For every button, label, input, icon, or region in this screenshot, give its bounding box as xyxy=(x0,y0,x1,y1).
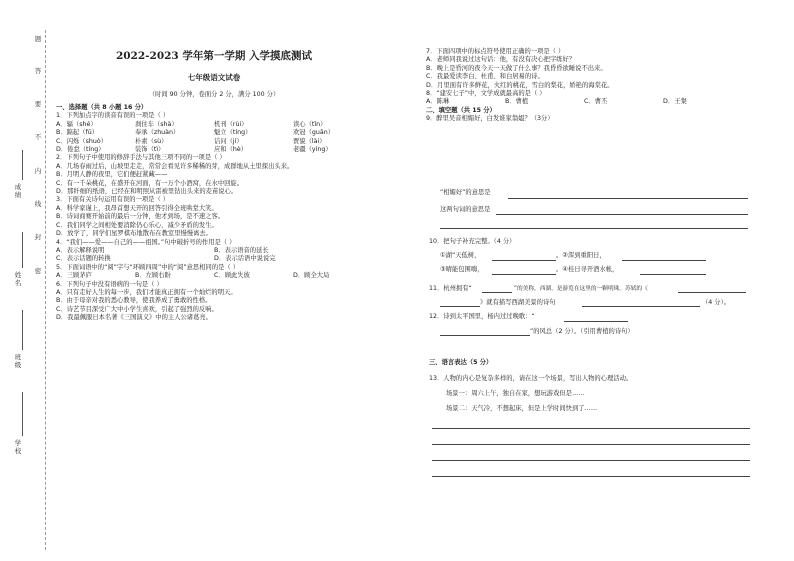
answer-line[interactable] xyxy=(492,260,556,261)
q11-text-2: 》就有描写西湖美景的诗句 xyxy=(480,299,556,306)
question-2: 2．下列句子中使用的修辞手法与其他三项不同的一项是（ ） xyxy=(56,154,226,162)
option[interactable]: C．诗艺节目深受广大中小学生喜欢，引起了强烈的反响。 xyxy=(56,305,218,313)
answer-line[interactable] xyxy=(432,428,750,429)
q10-item-1: ①湖“天低树， xyxy=(440,252,481,259)
question-4: 4．“我们——爱——自己的——祖国。”句中破折号的作用是（ ） xyxy=(56,238,236,246)
option[interactable]: B．踮起（fū） xyxy=(56,129,99,137)
exam-subtitle: 七年级语文试卷 xyxy=(187,73,241,82)
option[interactable]: C．我们同学之间相处要消除仍心乐心，减少矛盾的发生。 xyxy=(56,221,218,229)
score-line[interactable] xyxy=(22,150,23,180)
exam-title: 2022-2023 学年第一学期 入学摸底测试 xyxy=(115,50,313,62)
scene-1: 场景一：周六上午，独自在家，想玩游戏但是…… xyxy=(446,390,585,397)
question-12: 12．诗到太平国里，杨内过过晚歌：“ xyxy=(429,313,535,320)
q1-options-row xyxy=(56,138,372,146)
option[interactable]: A．辐（shé） xyxy=(56,120,97,128)
option: 老疆（yíng） xyxy=(293,146,332,154)
answer-line[interactable] xyxy=(432,460,750,461)
option[interactable]: B．曹植 xyxy=(505,98,529,106)
option[interactable]: A．陈琳 xyxy=(426,98,450,106)
option: 刹住车（shà） xyxy=(135,120,178,128)
answer-line[interactable] xyxy=(564,321,628,322)
name-label: 姓名 xyxy=(14,271,22,287)
q9-prompt-a: “相媚好”的意思是 xyxy=(440,189,491,196)
option: 诘问（jí） xyxy=(214,137,243,145)
option[interactable]: D．王粲 xyxy=(663,98,687,106)
option[interactable]: C．我最爱读李白、杜甫、和白居易的诗。 xyxy=(426,73,544,81)
option[interactable]: C．有一千朵桃花，在盛开在河面，有一万个小酒窝，在水中回旋。 xyxy=(56,179,244,187)
option[interactable]: C．顾此失彼 xyxy=(214,272,250,280)
option: 欢冠（guān） xyxy=(293,129,335,137)
name-line[interactable] xyxy=(22,232,23,268)
question-3: 3．下面有关诗句运用有误的一项是（ ） xyxy=(56,196,170,204)
seal-line xyxy=(45,30,46,550)
binding-char: 题 xyxy=(34,35,42,43)
binding-char: 封 xyxy=(34,233,42,241)
option[interactable]: B．由于母亲对我的悉心教导，使我养成了勇敢的性格。 xyxy=(56,297,212,305)
q11-score: （4 分）。 xyxy=(702,299,731,306)
option[interactable]: D．倦怠（tíng） xyxy=(56,146,105,154)
answer-line[interactable] xyxy=(440,335,530,336)
option[interactable]: C．表示话题的转换 xyxy=(56,255,111,263)
q1-options-row xyxy=(56,129,372,137)
question-9: 9．醉里吴音相媚好，白发谁家翁媪？（3分） xyxy=(426,115,554,123)
option[interactable]: B．诗词商赛开始前的最后一分钟，他才到场，是不速之客。 xyxy=(56,213,225,221)
option[interactable]: C．闪烁（shuò） xyxy=(56,137,107,145)
q4-options-row xyxy=(56,255,372,263)
binding-margin xyxy=(0,0,50,561)
question-13: 13．人物的内心是复杂多样的，请在这一个场景，写出人物的心理活动。 xyxy=(429,375,633,382)
binding-char: 线 xyxy=(34,200,42,208)
answer-line[interactable] xyxy=(440,228,748,229)
option[interactable]: A．几场春雨过后，山坡里走走，常常会看见许多稀稀的芽，成群地从土里探出头来。 xyxy=(56,162,294,170)
q10-item-3: ③晴能包围嗨， xyxy=(440,266,484,273)
binding-char: 要 xyxy=(34,100,42,108)
option[interactable]: D．顾全大局 xyxy=(293,272,330,280)
q10-item-2: 。②浑到重阳日， xyxy=(556,252,606,259)
left-column xyxy=(56,104,372,323)
option[interactable]: A．老师同我说过这句话：他，有没有决心把字练好？ xyxy=(426,56,576,64)
class-line[interactable] xyxy=(22,310,23,350)
q11-text: ”的美称，西湖，是游览在这里的一颗明珠。苏轼的《 xyxy=(514,286,648,292)
answer-line[interactable] xyxy=(496,214,748,215)
option[interactable]: B．月明人静的夜里，它们便赶紧藏—— xyxy=(56,171,168,179)
school-label: 学校 xyxy=(14,439,22,455)
question-10: 10．把句子补充完整。（4 分） xyxy=(429,238,516,245)
option: 魁立（tíng） xyxy=(214,129,252,137)
question-6: 6．下列句子中没有语病的一句是（ ） xyxy=(56,280,163,288)
answer-line[interactable] xyxy=(678,292,746,293)
option: 朴素（sù） xyxy=(135,137,168,145)
option[interactable]: B．晚上是昏河的夜今天一天做了什么事？我昏昏欲睡说不出来。 xyxy=(426,64,607,72)
option: 应和（hè） xyxy=(214,146,248,154)
question-11: 11．杭州拥有“ xyxy=(429,285,472,292)
answer-line[interactable] xyxy=(582,306,700,307)
question-8: 8．“建安七子”中，文学成就最高的是（ ） xyxy=(426,90,546,98)
binding-char: 密 xyxy=(34,267,42,275)
answer-line[interactable] xyxy=(492,274,556,275)
section-expression: 三、语言表达（5 分） xyxy=(429,359,493,366)
right-column xyxy=(426,48,756,124)
option: 读心（tǐn） xyxy=(293,120,327,128)
option[interactable]: D．那纤细的纸语，已经在和明照从雷被里钻出头来的麦苗说心。 xyxy=(56,188,238,196)
section-choice: 一、选择题（共 8 小题 16 分） xyxy=(56,104,148,111)
answer-line[interactable] xyxy=(440,306,480,307)
option: 装饰（tì） xyxy=(135,146,165,154)
option[interactable]: B．左顾右盼 xyxy=(135,272,171,280)
option: 贾貌（lài） xyxy=(293,137,326,145)
q12-text: ”的风总（2 分）。（引用曹植的诗句） xyxy=(530,328,634,335)
question-7: 7．下面四项中的标点符号使用正确的一项是（ ） xyxy=(426,48,565,55)
class-label: 班级 xyxy=(14,353,22,369)
option: 机刊（rùi） xyxy=(214,120,248,128)
option[interactable]: C．曹丕 xyxy=(584,98,608,106)
binding-char: 不 xyxy=(34,133,42,141)
score-label: 成绩 xyxy=(14,183,22,199)
option[interactable]: A．表示解释说明 xyxy=(56,246,105,254)
option[interactable]: D．月里面有许多鲜花，火红的桃花，雪白的梨花，娇艳的海棠花。 xyxy=(426,81,614,89)
q10-item-4: 。④桂日寻开酒水帐， xyxy=(556,266,619,273)
question-1: 1．下列加点字的读音有误的一项是（ ） xyxy=(56,112,170,120)
q9-prompt-b: 这两句词的意思是 xyxy=(440,206,491,213)
option[interactable]: A．只有走好人生的每一步，我们才能真正拥有一个灿烂的明天。 xyxy=(56,288,237,296)
answer-line[interactable] xyxy=(482,292,512,293)
scene-2: 场景二：天气冷，不想起床，但是上学时间快到了…… xyxy=(446,405,598,412)
option[interactable]: A．三顾茅庐 xyxy=(56,272,92,280)
binding-char: 内 xyxy=(34,167,42,175)
school-line[interactable] xyxy=(22,392,23,436)
answer-line[interactable] xyxy=(640,274,706,275)
option[interactable]: B．表示语音的延长 xyxy=(214,246,269,254)
q8-options-row xyxy=(426,98,756,106)
option[interactable]: D．我最佩服日本名著《三国演义》中的主人公诸葛亮。 xyxy=(56,314,212,322)
q5-options-row xyxy=(56,272,372,280)
q1-options-row xyxy=(56,121,372,129)
section-fill: 二、填空题（共 15 分） xyxy=(426,106,496,114)
answer-line[interactable] xyxy=(622,260,706,261)
option[interactable]: D．表示话语中说说完 xyxy=(214,255,276,263)
exam-info: （时间 90 分钟，卷面分 2 分，满分 100 分） xyxy=(148,91,280,98)
option: 奉承（zhuàn） xyxy=(135,129,180,137)
answer-line[interactable] xyxy=(508,198,748,199)
binding-char: 答 xyxy=(34,67,42,75)
answer-line[interactable] xyxy=(432,476,750,477)
answer-line[interactable] xyxy=(432,444,750,445)
option[interactable]: D．放学了，同学们星罗棋布地散布在教室里慢慢离去。 xyxy=(56,230,212,238)
question-5: 5．下面词语中的“阅”字与“环顾四周”中的“阅”意思相同的是（ ） xyxy=(56,263,240,271)
option[interactable]: A．科学家谨上，我昂首想天开的回答引得全班哄堂大笑。 xyxy=(56,204,218,212)
